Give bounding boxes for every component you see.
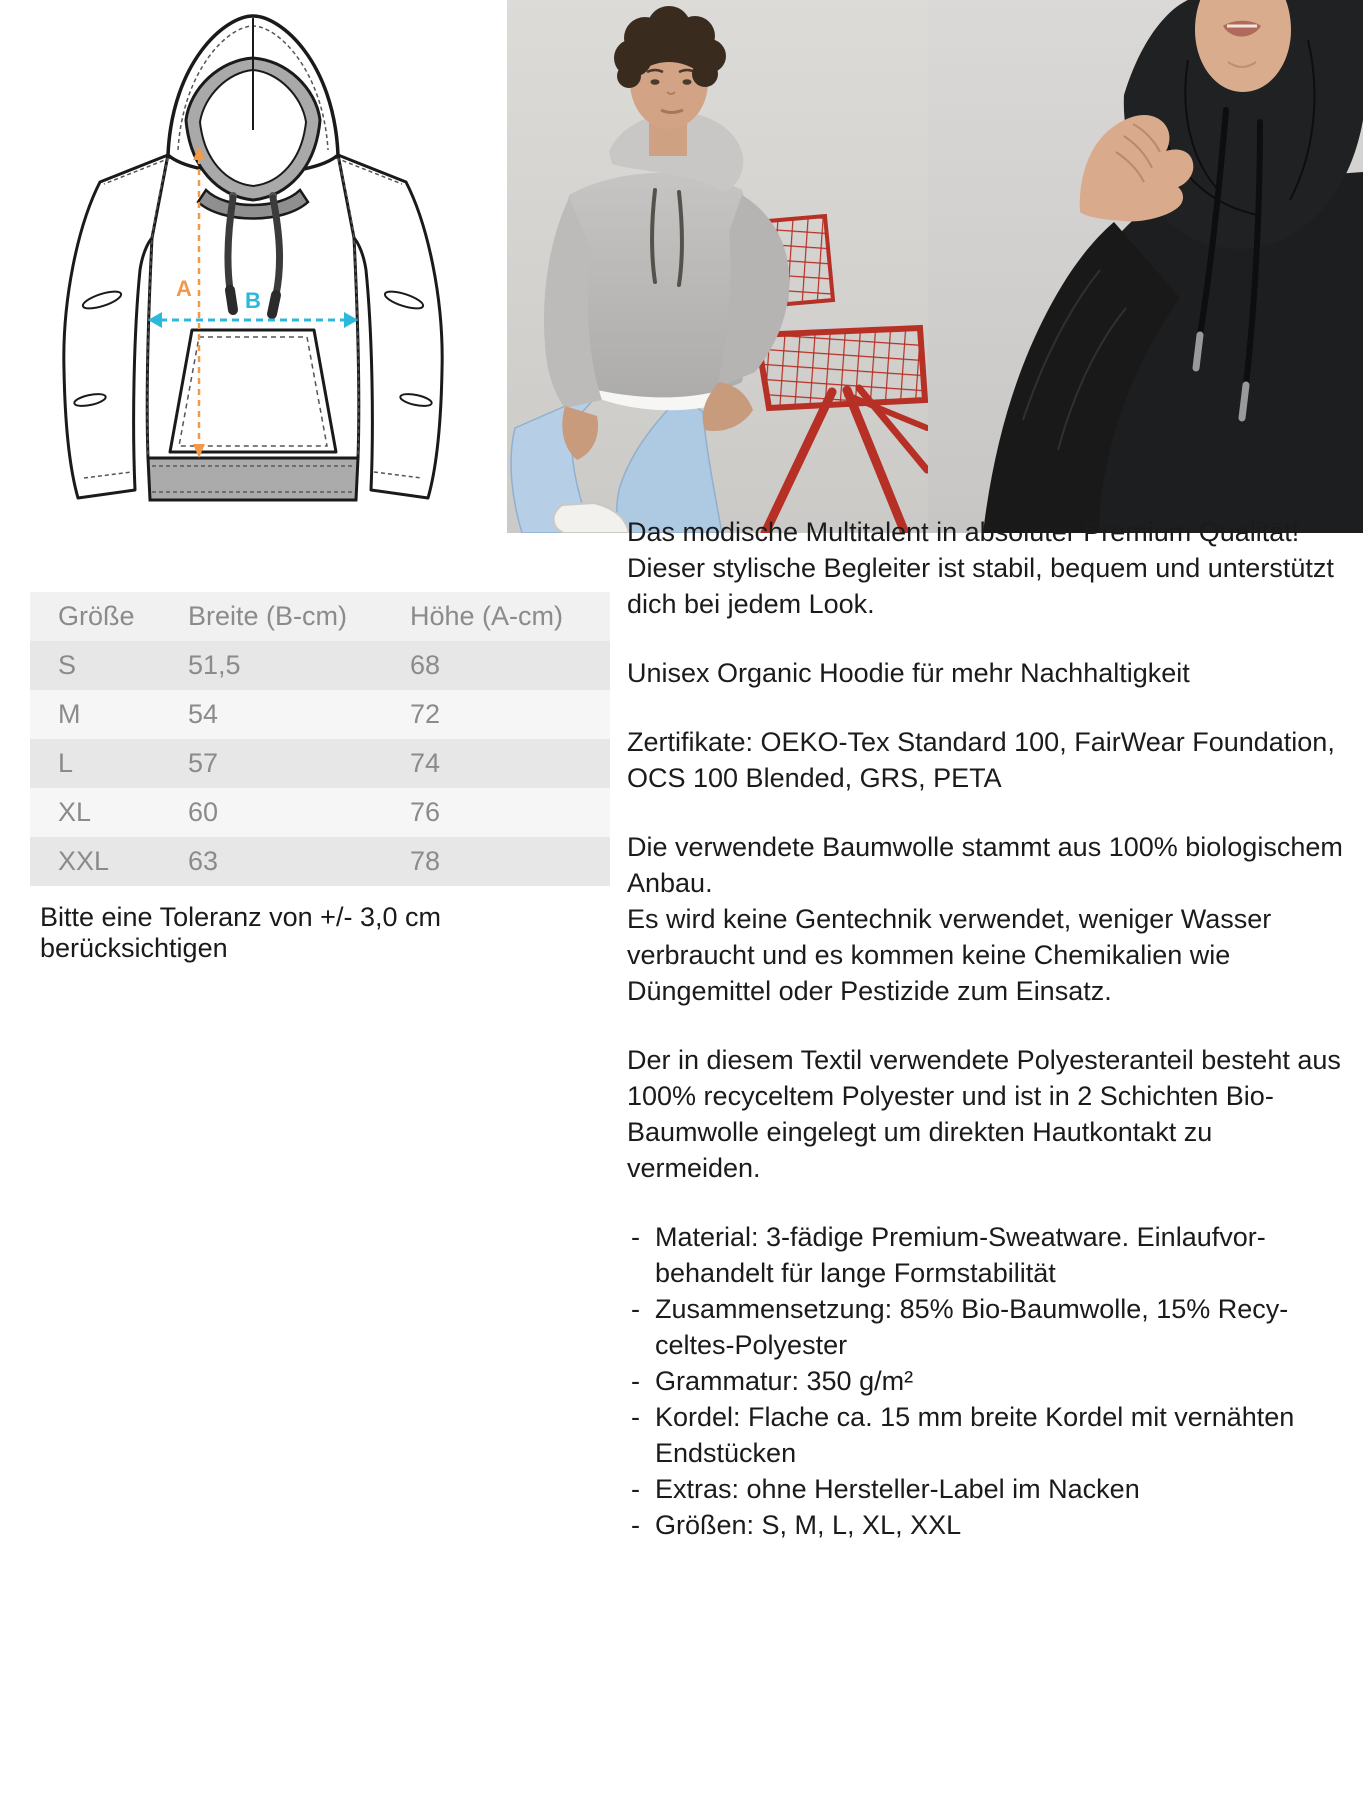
table-row <box>30 837 610 886</box>
col-header-height: Höhe (A-cm) <box>410 601 564 631</box>
table-row <box>30 690 610 739</box>
spec-item-extras <box>627 1471 1343 1507</box>
description-paragraph: Die verwendete Baumwolle stammt aus 100% biologischem Anbau. <box>627 832 1343 898</box>
bullet-dash: - <box>631 1510 640 1540</box>
description-paragraph: Unisex Organic Hoodie für mehr Nachhaltigkeit <box>627 658 1190 688</box>
cell-width: 54 <box>188 699 219 729</box>
hoodie-pocket <box>170 330 336 452</box>
size-table-header-row <box>30 592 610 641</box>
spec-item-cord <box>627 1399 1343 1471</box>
cell-size: L <box>58 748 74 778</box>
cell-size: S <box>58 650 77 680</box>
spec-item-material <box>627 1219 1343 1291</box>
product-photo-male-model <box>507 0 928 533</box>
bullet-dash: - <box>631 1474 640 1504</box>
cell-height: 76 <box>410 797 441 827</box>
cell-height: 68 <box>410 650 441 680</box>
cell-height: 74 <box>410 748 441 778</box>
cell-width: 51,5 <box>188 650 241 680</box>
bullet-dash: - <box>631 1222 640 1252</box>
cell-width: 57 <box>188 748 219 778</box>
spec-item-grammage <box>627 1363 1343 1399</box>
spec-text: Kordel: Flache ca. 15 mm breite Kordel mit vernähten Endstücken <box>655 1402 1295 1468</box>
table-row <box>30 739 610 788</box>
spec-text: Größen: S, M, L, XL, XXL <box>655 1510 962 1540</box>
cell-width: 63 <box>188 846 219 876</box>
table-row <box>30 788 610 837</box>
spec-text: Grammatur: 350 g/m² <box>655 1366 914 1396</box>
bullet-dash: - <box>631 1294 640 1324</box>
cell-size: M <box>58 699 81 729</box>
cell-height: 72 <box>410 699 441 729</box>
spec-text: Material: 3-fädige Premium-Sweatware. Einlaufvorbehandelt für lange Formstabilität <box>655 1222 1266 1288</box>
bullet-dash: - <box>631 1366 640 1396</box>
spec-list <box>627 1219 1343 1543</box>
measure-a-label: A <box>176 276 192 301</box>
spec-text: Extras: ohne Hersteller-Label im Nacken <box>655 1474 1140 1504</box>
bullet-dash: - <box>631 1402 640 1432</box>
description-paragraph: Das modische Multitalent in absoluter Premium Qualität! Dieser stylische Begleiter ist stabil, bequem und unterstützt dich bei jedem Look. <box>627 517 1334 619</box>
size-table <box>30 592 610 886</box>
product-photo-female-model <box>928 0 1363 533</box>
tolerance-note: Bitte eine Toleranz von +/- 3,0 cm berücksichtigen <box>40 902 441 963</box>
col-header-width: Breite (B-cm) <box>188 601 348 631</box>
hoodie-measurement-diagram <box>0 0 507 533</box>
spec-item-composition <box>627 1291 1343 1363</box>
male-model-illustration <box>507 0 928 533</box>
description-paragraph: Der in diesem Textil verwendete Polyesteranteil besteht aus 100% recyceltem Polyester und ist in 2 Schichten Bio-Baumwolle eingelegt um direkten Hautkontakt zu vermeiden. <box>627 1045 1341 1183</box>
spec-item-sizes <box>627 1507 1343 1543</box>
table-row <box>30 641 610 690</box>
cell-size: XXL <box>58 846 110 876</box>
product-description <box>627 514 1343 1543</box>
cell-size: XL <box>58 797 92 827</box>
female-model-illustration <box>928 0 1363 533</box>
cell-width: 60 <box>188 797 219 827</box>
product-media-row <box>0 0 1363 533</box>
hoodie-hem-band <box>148 458 358 500</box>
cell-height: 78 <box>410 846 441 876</box>
measure-b-label: B <box>245 288 261 313</box>
description-paragraph: Es wird keine Gentechnik verwendet, weniger Wasser verbraucht und es kommen keine Chemikalien wie Düngemittel oder Pestizide zum Einsatz. <box>627 904 1272 1006</box>
hoodie-line-art <box>0 0 507 533</box>
col-header-size: Größe <box>58 601 135 631</box>
spec-text: Zusammensetzung: 85% Bio-Baumwolle, 15% Recyceltes-Polyester <box>655 1294 1289 1360</box>
description-paragraph: Zertifikate: OEKO-Tex Standard 100, FairWear Foundation, OCS 100 Blended, GRS, PETA <box>627 727 1335 793</box>
